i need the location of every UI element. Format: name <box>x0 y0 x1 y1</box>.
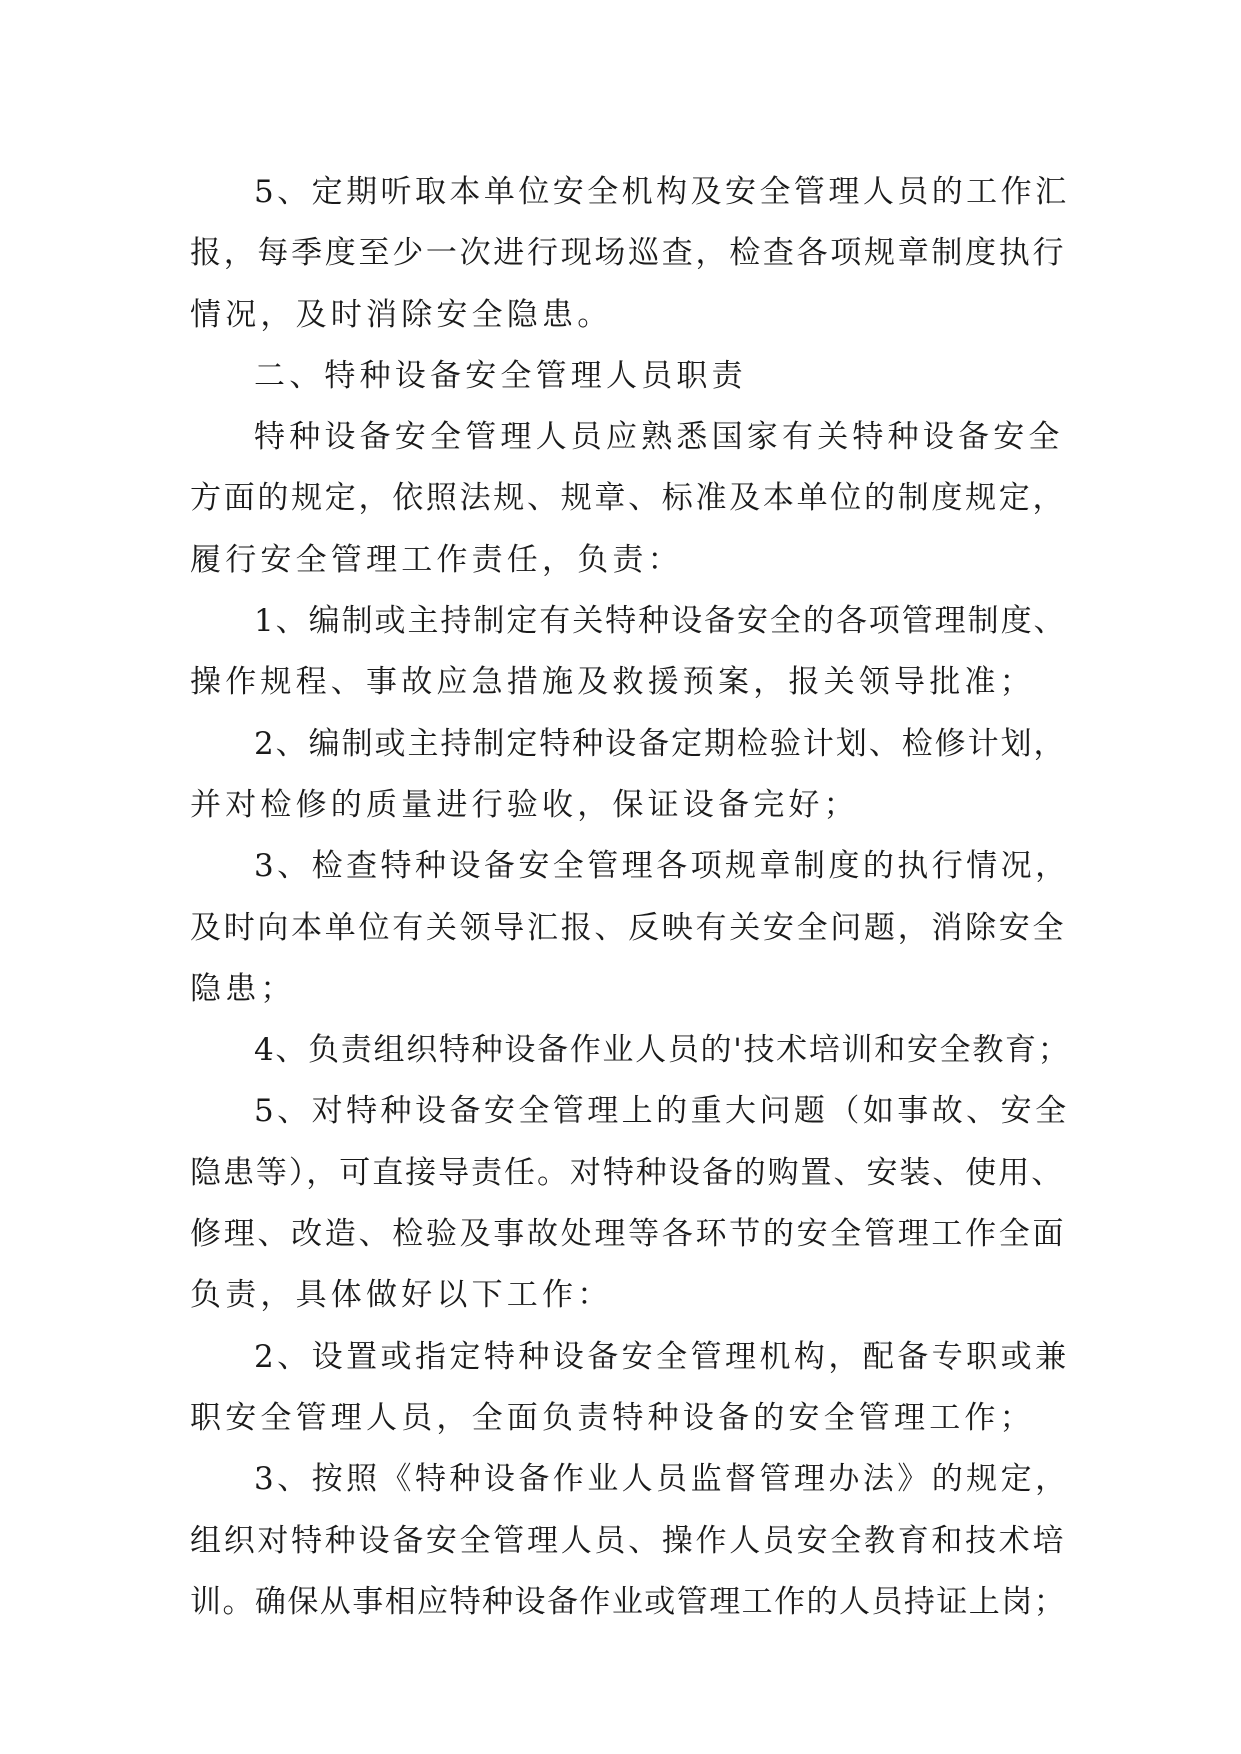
list-item-line: 1、编制或主持制定有关特种设备安全的各项管理制度、 <box>254 603 1067 640</box>
paragraph-line: 方面的规定，依照法规、规章、标准及本单位的制度规定， <box>190 480 1067 517</box>
paragraph-line: 特种设备安全管理人员应熟悉国家有关特种设备安全 <box>254 419 1064 456</box>
paragraph-line: 报，每季度至少一次进行现场巡查，检查各项规章制度执行 <box>190 235 1067 272</box>
list-item-line: 并对检修的质量进行验收，保证设备完好； <box>190 786 859 823</box>
list-item-line: 4、负责组织特种设备作业人员的'技术培训和安全教育； <box>254 1032 1071 1069</box>
list-item-line: 5、对特种设备安全管理上的重大问题（如事故、安全 <box>254 1093 1070 1130</box>
list-item-line: 3、按照《特种设备作业人员监督管理办法》的规定， <box>254 1461 1070 1498</box>
list-item-line: 3、检查特种设备安全管理各项规章制度的执行情况， <box>254 848 1070 885</box>
list-item-line: 及时向本单位有关领导汇报、反映有关安全问题，消除安全 <box>190 909 1067 946</box>
list-item-line: 隐患等），可直接导责任。对特种设备的购置、安装、使用、 <box>190 1154 1065 1191</box>
section-heading: 二、特种设备安全管理人员职责 <box>254 357 747 394</box>
list-item-line: 负责，具体做好以下工作： <box>190 1277 613 1314</box>
list-item-line: 隐患； <box>190 970 296 1007</box>
list-item-line: 训。确保从事相应特种设备作业或管理工作的人员持证上岗； <box>190 1583 1067 1620</box>
paragraph-line: 5、定期听取本单位安全机构及安全管理人员的工作汇 <box>254 174 1070 210</box>
paragraph-line: 履行安全管理工作责任，负责： <box>190 541 683 578</box>
list-item-line: 2、设置或指定特种设备安全管理机构，配备专职或兼 <box>254 1338 1070 1375</box>
document-body <box>190 162 1070 1633</box>
list-item-line: 职安全管理人员，全面负责特种设备的安全管理工作； <box>190 1399 1035 1436</box>
paragraph-line: 情况，及时消除安全隐患。 <box>190 296 613 333</box>
list-item-line: 2、编制或主持制定特种设备定期检验计划、检修计划， <box>254 725 1067 762</box>
list-item-line: 组织对特种设备安全管理人员、操作人员安全教育和技术培 <box>190 1522 1067 1559</box>
list-item-line: 操作规程、事故应急措施及救援预案，报关领导批准； <box>190 664 1035 701</box>
list-item-line: 修理、改造、检验及事故处理等各环节的安全管理工作全面 <box>190 1216 1067 1253</box>
